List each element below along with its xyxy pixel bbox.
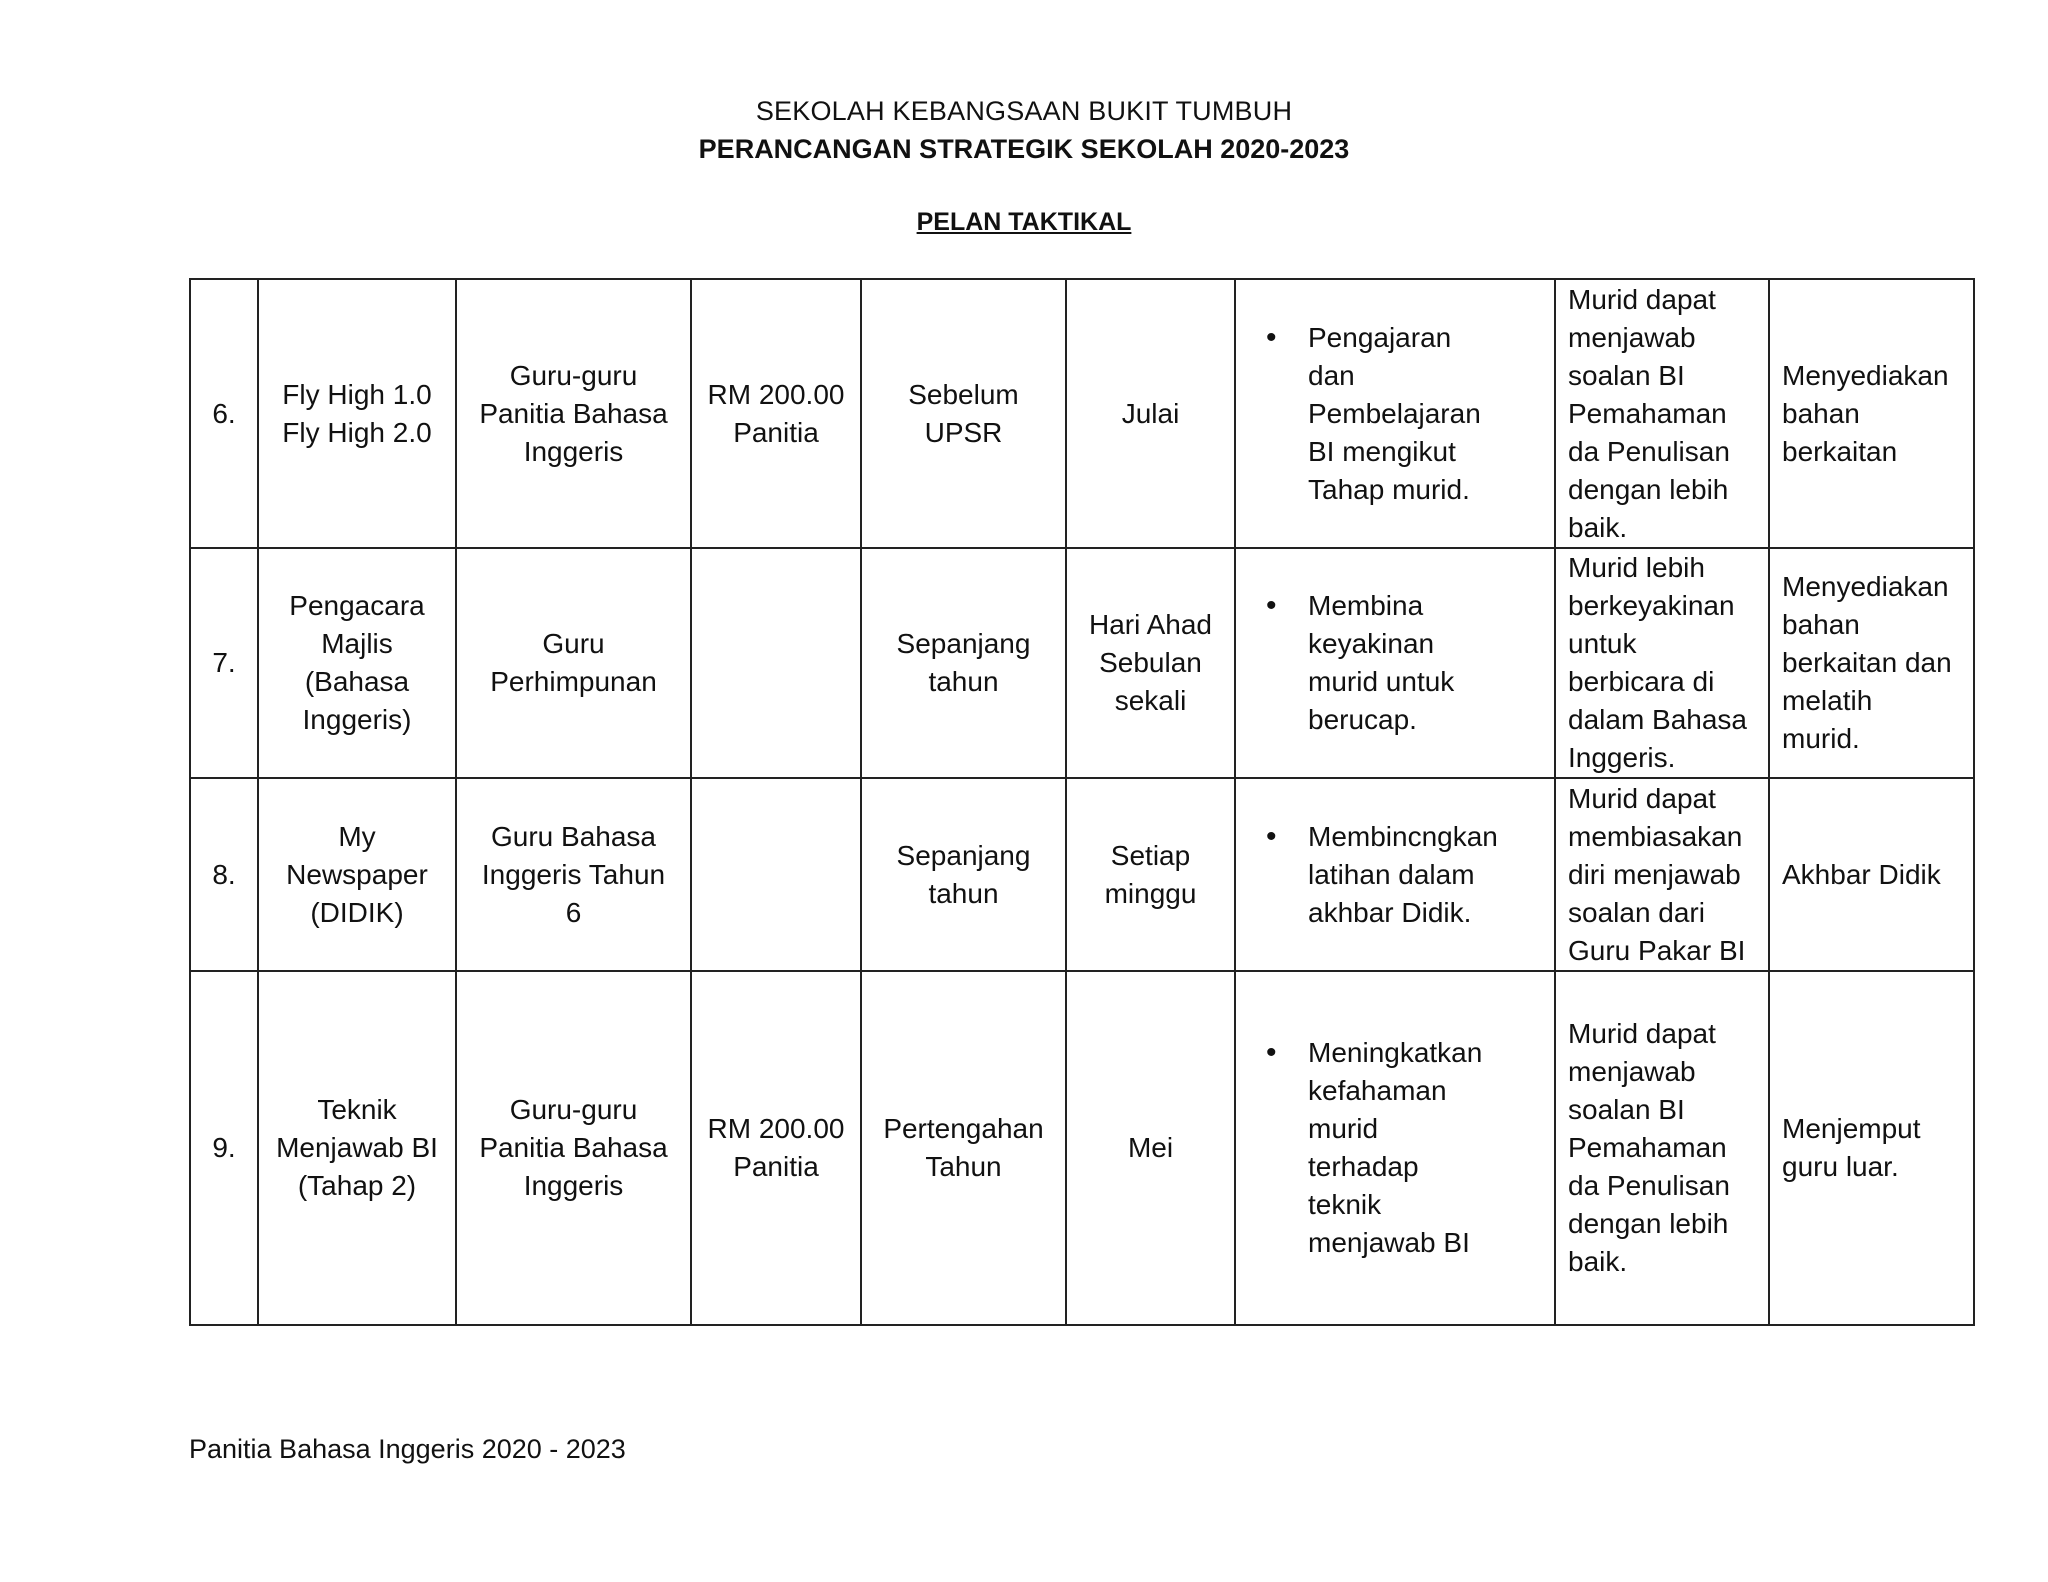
table-row <box>190 548 1974 778</box>
row-number: 7. <box>190 548 258 778</box>
responsible-party: Guru Bahasa Inggeris Tahun 6 <box>456 778 691 971</box>
date-cell: Mei <box>1066 971 1235 1325</box>
responsible-party: Guru-guru Panitia Bahasa Inggeris <box>456 279 691 548</box>
objective-cell <box>1235 971 1555 1325</box>
remarks-cell: Menjemput guru luar. <box>1769 971 1974 1325</box>
remarks-cell: Menyediakan bahan berkaitan dan melatih murid. <box>1769 548 1974 778</box>
bullet-icon: • <box>1266 589 1277 622</box>
remarks-cell: Menyediakan bahan berkaitan <box>1769 279 1974 548</box>
cost-cell: RM 200.00 Panitia <box>691 971 861 1325</box>
cost-cell <box>691 778 861 971</box>
cost-cell <box>691 548 861 778</box>
date-cell: Hari Ahad Sebulan sekali <box>1066 548 1235 778</box>
objective-cell <box>1235 778 1555 971</box>
section-title: PELAN TAKTIKAL <box>916 208 1132 236</box>
objective-text: Membincngkan latihan dalam akhbar Didik. <box>1308 820 1498 928</box>
date-cell: Setiap minggu <box>1066 778 1235 971</box>
plan-title: PERANCANGAN STRATEGIK SEKOLAH 2020-2023 <box>698 134 1350 164</box>
row-number: 9. <box>190 971 258 1325</box>
remarks-cell: Akhbar Didik <box>1769 778 1974 971</box>
row-number: 6. <box>190 279 258 548</box>
objective-text: Meningkatkan kefahaman murid terhadap teknik menjawab BI <box>1308 1037 1483 1258</box>
objective-cell <box>1235 548 1555 778</box>
table-row <box>190 778 1974 971</box>
time-cell: Sepanjang tahun <box>861 548 1066 778</box>
program-name: Fly High 1.0 Fly High 2.0 <box>258 279 456 548</box>
tactical-plan-table <box>189 278 1975 1326</box>
outcome-cell: Murid lebih berkeyakinan untuk berbicara di dalam Bahasa Inggeris. <box>1555 548 1769 778</box>
objective-text: Membina keyakinan murid untuk berucap. <box>1308 590 1455 735</box>
time-cell: Sebelum UPSR <box>861 279 1066 548</box>
objective-cell <box>1235 279 1555 548</box>
program-name: Teknik Menjawab BI (Tahap 2) <box>258 971 456 1325</box>
row-number: 8. <box>190 778 258 971</box>
date-cell: Julai <box>1066 279 1235 548</box>
responsible-party: Guru Perhimpunan <box>456 548 691 778</box>
time-cell: Pertengahan Tahun <box>861 971 1066 1325</box>
table-row <box>190 279 1974 548</box>
responsible-party: Guru-guru Panitia Bahasa Inggeris <box>456 971 691 1325</box>
outcome-cell: Murid dapat menjawab soalan BI Pemahaman da Penulisan dengan lebih baik. <box>1555 971 1769 1325</box>
program-name: My Newspaper (DIDIK) <box>258 778 456 971</box>
school-name: SEKOLAH KEBANGSAAN BUKIT TUMBUH <box>755 96 1293 126</box>
outcome-cell: Murid dapat menjawab soalan BI Pemahaman da Penulisan dengan lebih baik. <box>1555 279 1769 548</box>
page-footer: Panitia Bahasa Inggeris 2020 - 2023 <box>189 1434 626 1464</box>
cost-cell: RM 200.00 Panitia <box>691 279 861 548</box>
bullet-icon: • <box>1266 1036 1277 1069</box>
bullet-icon: • <box>1266 819 1277 853</box>
table-row <box>190 971 1974 1325</box>
outcome-cell: Murid dapat membiasakan diri menjawab soalan dari Guru Pakar BI <box>1555 778 1769 971</box>
time-cell: Sepanjang tahun <box>861 778 1066 971</box>
bullet-icon: • <box>1266 320 1277 354</box>
objective-text: Pengajaran dan Pembelajaran BI mengikut Tahap murid. <box>1308 321 1481 505</box>
program-name: Pengacara Majlis (Bahasa Inggeris) <box>258 548 456 778</box>
